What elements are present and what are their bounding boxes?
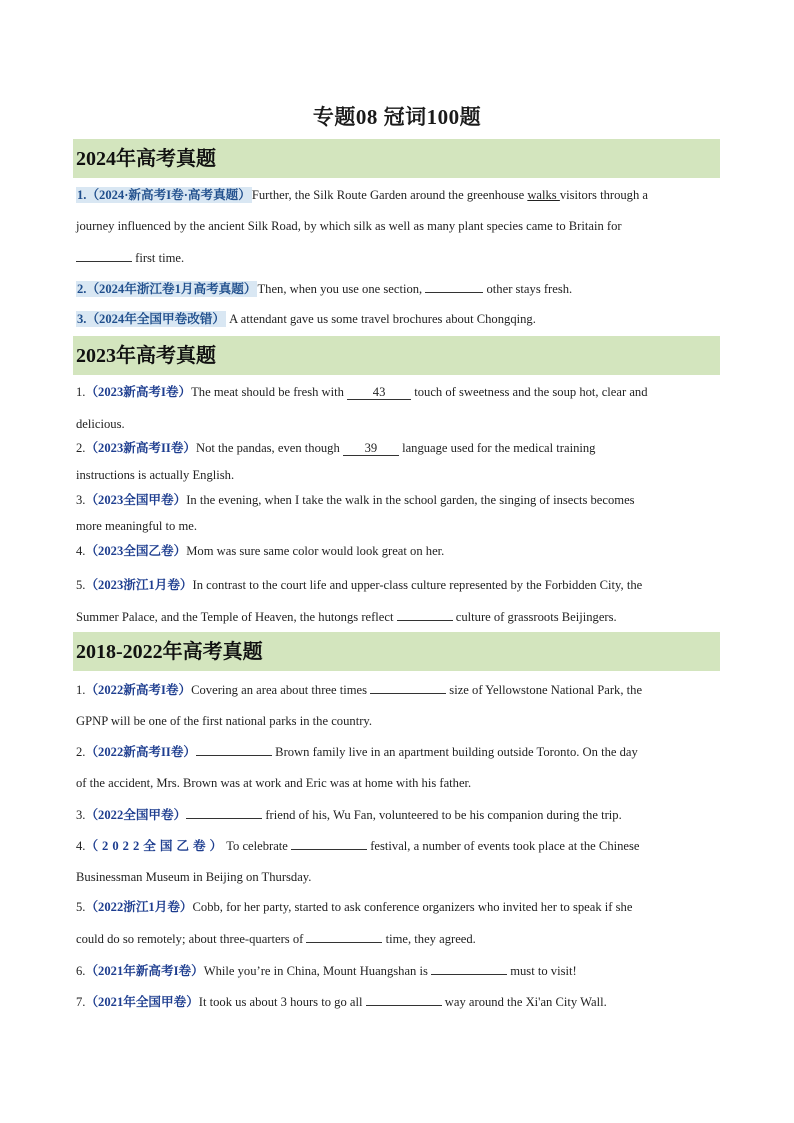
question-number: 5. xyxy=(76,578,86,592)
question-source: （2022全国乙卷） xyxy=(85,839,227,853)
question-number: 2. xyxy=(76,441,86,455)
question-2023-4 xyxy=(76,544,719,558)
question-text: could do so remotely; about three-quarters of xyxy=(76,932,307,946)
question-text: Further, the Silk Route Garden around the greenhouse xyxy=(251,188,528,202)
question-2023-2 xyxy=(76,441,719,482)
question-text: In contrast to the court life and upper-class culture represented by the Forbidden City, the xyxy=(192,578,643,592)
question-number: 6. xyxy=(76,964,86,978)
question-text: size of Yellowstone National Park, the xyxy=(446,683,643,697)
question-text: To celebrate xyxy=(226,839,292,853)
question-text: Then, when you use one section, xyxy=(257,282,426,296)
question-text: time, they agreed. xyxy=(382,932,476,946)
question-number: 5. xyxy=(76,900,86,914)
question-text: Covering an area about three times xyxy=(191,683,371,697)
section-heading-2018-2022: 2018-2022年高考真题 xyxy=(73,632,720,671)
answer-blank xyxy=(186,807,262,819)
answer-blank xyxy=(76,250,132,262)
section-heading-2023: 2023年高考真题 xyxy=(73,336,720,375)
question-text: delicious. xyxy=(76,417,125,431)
answer-blank xyxy=(196,744,272,756)
question-text: culture of grassroots Beijingers. xyxy=(452,610,617,624)
question-text: In the evening, when I take the walk in the school garden, the singing of insects becomes xyxy=(186,493,635,507)
question-text: Not the pandas, even though xyxy=(196,441,343,455)
answer-blank xyxy=(366,994,442,1006)
answer-blank xyxy=(370,682,446,694)
question-text: Brown family live in an apartment building outside Toronto. On the day xyxy=(272,745,638,759)
answer-blank-numbered: 39 xyxy=(343,441,399,456)
question-2024-3 xyxy=(76,312,719,326)
question-2021-6 xyxy=(76,963,719,978)
question-text: other stays fresh. xyxy=(483,282,573,296)
answer-blank-numbered: 43 xyxy=(347,385,411,400)
question-2023-1 xyxy=(76,385,719,431)
question-text: friend of his, Wu Fan, volunteered to be his companion during the trip. xyxy=(262,808,622,822)
question-source: （2022新高考II卷） xyxy=(85,745,197,759)
question-number: 1. xyxy=(76,385,86,399)
question-source: （2022浙江1月卷） xyxy=(85,900,193,914)
question-2021-7 xyxy=(76,994,719,1009)
question-number: 1. xyxy=(76,683,86,697)
question-source: （2021年全国甲卷） xyxy=(85,995,199,1009)
question-text: A attendant gave us some travel brochures about Chongqing. xyxy=(225,312,536,326)
question-2022-1 xyxy=(76,682,719,728)
question-text: It took us about 3 hours to go all xyxy=(198,995,366,1009)
question-source: 3.（2024年全国甲卷改错） xyxy=(77,312,225,326)
question-2022-2 xyxy=(76,744,719,790)
question-source: 1.（2024·新高考I卷·高考真题） xyxy=(77,188,251,202)
question-2023-5 xyxy=(76,578,719,624)
question-source: 2.（2024年浙江卷1月高考真题） xyxy=(77,282,257,296)
question-text: Cobb, for her party, started to ask conference organizers who invited her to speak if she xyxy=(192,900,633,914)
question-source: （2022新高考I卷） xyxy=(85,683,192,697)
question-source: （2023新高考I卷） xyxy=(85,385,192,399)
question-2022-5 xyxy=(76,900,719,946)
question-text: journey influenced by the ancient Silk Road, by which silk as well as many plant species came to Britain for xyxy=(76,219,622,233)
question-text: While you’re in China, Mount Huangshan is xyxy=(203,964,432,978)
question-text: more meaningful to me. xyxy=(76,519,198,533)
question-2023-3 xyxy=(76,493,719,533)
question-2022-4 xyxy=(76,838,719,884)
question-source: （2023浙江1月卷） xyxy=(85,578,193,592)
question-text: visitors through a xyxy=(559,188,649,202)
answer-blank xyxy=(431,963,507,975)
question-text: of the accident, Mrs. Brown was at work and Eric was at home with his father. xyxy=(76,776,472,790)
question-2024-2 xyxy=(76,281,719,296)
question-text: The meat should be fresh with xyxy=(191,385,348,399)
page-title: 专题08 冠词100题 xyxy=(312,105,482,129)
answer-blank xyxy=(306,931,382,943)
question-number: 4. xyxy=(76,544,86,558)
question-text: language used for the medical training xyxy=(398,441,596,455)
question-2022-3 xyxy=(76,807,719,822)
question-text: first time. xyxy=(132,251,185,265)
question-source: （2022全国甲卷） xyxy=(85,808,187,822)
question-text: instructions is actually English. xyxy=(76,468,235,482)
question-text: touch of sweetness and the soup hot, clear and xyxy=(411,385,648,399)
answer-blank xyxy=(425,281,483,293)
section-heading-2024: 2024年高考真题 xyxy=(73,139,720,178)
question-text: way around the Xi'an City Wall. xyxy=(441,995,607,1009)
question-number: 3. xyxy=(76,493,86,507)
question-number: 4. xyxy=(76,839,86,853)
question-text: Businessman Museum in Beijing on Thursday. xyxy=(76,870,312,884)
question-source: （2023全国乙卷） xyxy=(85,544,187,558)
question-2024-1 xyxy=(76,188,719,265)
question-number: 2. xyxy=(76,745,86,759)
answer-blank xyxy=(397,609,453,621)
question-number: 7. xyxy=(76,995,86,1009)
question-source: （2023新高考II卷） xyxy=(85,441,197,455)
underlined-word: walks xyxy=(527,188,560,202)
question-text: Mom was sure same color would look great on her. xyxy=(186,544,445,558)
question-text: Summer Palace, and the Temple of Heaven, the hutongs reflect xyxy=(76,610,397,624)
question-text: festival, a number of events took place at the Chinese xyxy=(367,839,640,853)
question-number: 3. xyxy=(76,808,86,822)
question-source: （2021年新高考I卷） xyxy=(85,964,204,978)
answer-blank xyxy=(291,838,367,850)
question-text: GPNP will be one of the first national parks in the country. xyxy=(76,714,373,728)
question-source: （2023全国甲卷） xyxy=(85,493,187,507)
question-text: must to visit! xyxy=(507,964,577,978)
